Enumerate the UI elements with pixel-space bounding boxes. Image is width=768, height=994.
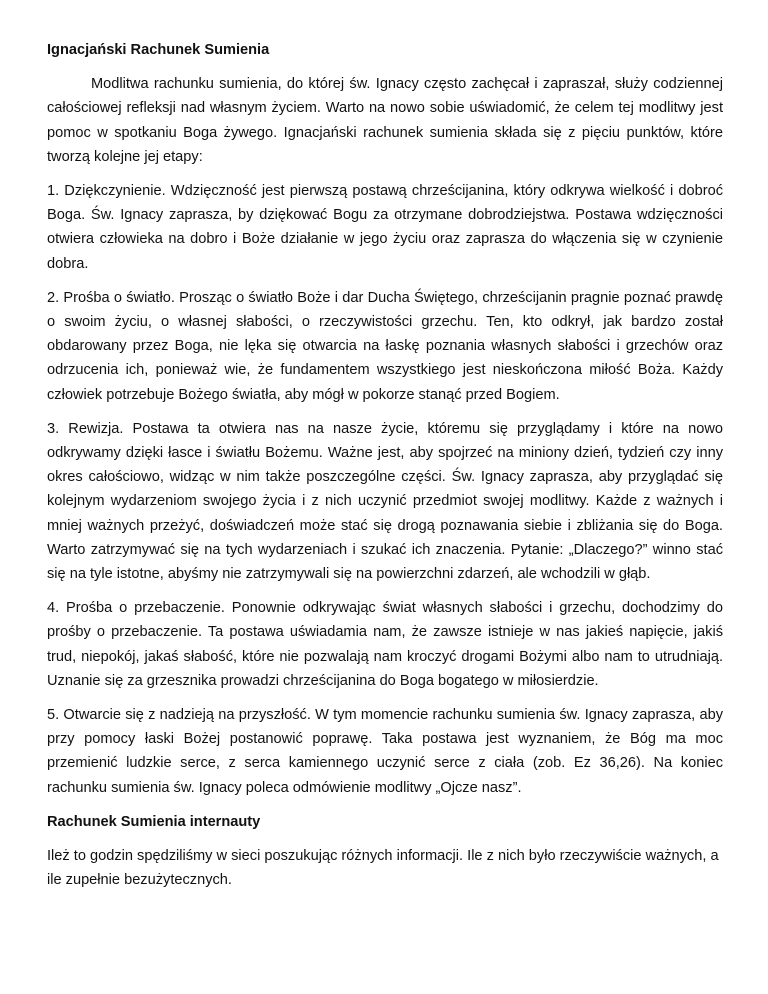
point-5-paragraph: 5. Otwarcie się z nadzieją na przyszłość. W tym momencie rachunku sumienia św. Ignacy zaprasza, aby przy pomocy łaski Bożej postanowić poprawę. Taka postawa jest wyznaniem, że Bóg ma moc przemienić ludzkie serce, z serca kamiennego uczynić serce z ciała (zob. Ez 36,26). Na koniec rachunku sumienia św. Ignacy poleca odmówienie modlitwy „Ojcze nasz”. xyxy=(47,707,723,796)
section-2-paragraph: Ileż to godzin spędziliśmy w sieci poszukując różnych informacji. Ile z nich było rzeczywiście ważnych, a ile zupełnie bezużytecznych. xyxy=(47,848,719,889)
section-2-title: Rachunek Sumienia internauty xyxy=(47,813,261,830)
document-title: Ignacjański Rachunek Sumienia xyxy=(47,42,270,58)
point-3-paragraph: 3. Rewizja. Postawa ta otwiera nas na nasze życie, któremu się przyglądamy i które na nowo odkrywamy dzięki łasce i światłu Bożemu. Ważne jest, aby spojrzeć na miniony dzień, tydzień czy inny okres całościowo, widząc w nim także poszczególne części. Św. Ignacy zaprasza, aby przyglądać się kolejnym wydarzeniom swojego życia i z nich uczynić przedmiot swojej modlitwy. Każde z ważnych i mniej ważnych przeżyć, doświadczeń może stać się drogą poznawania siebie i zbliżania się do Boga. Warto zatrzymywać się na tych wydarzeniach i szukać ich znaczenia. Pytanie: „Dlaczego?” winno stać się na tyle istotne, abyśmy nie zatrzymywali się na powierzchni zdarzeń, ale wchodzili w głąb. xyxy=(47,420,723,583)
document-page xyxy=(47,38,723,903)
point-1-paragraph: 1. Dziękczynienie. Wdzięczność jest pierwszą postawą chrześcijanina, który odkrywa wielkość i dobroć Boga. Św. Ignacy zaprasza, by dziękować Bogu za otrzymane dobrodziejstwa. Postawa wdzięczności otwiera człowieka na dobro i Boże działanie w jego życiu oraz zaprasza do włączenia się w czynienie dobra. xyxy=(47,183,723,272)
intro-paragraph: Modlitwa rachunku sumienia, do której św. Ignacy często zachęcał i zapraszał, służy codziennej całościowej refleksji nad własnym życiem. Warto na nowo sobie uświadomić, że celem tej modlitwy jest pomoc w spotkaniu Boga żywego. Ignacjański rachunek sumienia składa się z pięciu punktów, które tworzą kolejne jej etapy: xyxy=(47,76,723,165)
point-4-paragraph: 4. Prośba o przebaczenie. Ponownie odkrywając świat własnych słabości i grzechu, dochodzimy do prośby o przebaczenie. Ta postawa uświadamia nam, że zawsze istnieje w nas jakieś napięcie, jakiś trud, niepokój, jakaś słabość, które nie pozwalają nam kroczyć drogami Bożymi albo nam to utrudniają. Uznanie się za grzesznika prowadzi chrześcijanina do Boga bogatego w miłosierdzie. xyxy=(47,600,723,689)
point-2-paragraph: 2. Prośba o światło. Prosząc o światło Boże i dar Ducha Świętego, chrześcijanin pragnie poznać prawdę o swoim życiu, o własnej słabości, o rzeczywistości grzechu. Ten, kto odkrył, jak bardzo został obdarowany przez Boga, nie lęka się otwarcia na łaskę poznania własnych słabości i grzechów oraz odrzucenia ich, ponieważ wie, że fundamentem wszystkiego jest nieskończona miłość Boża. Każdy człowiek potrzebuje Bożego światła, aby mógł w pokorze stanąć przed Bogiem. xyxy=(47,289,723,403)
